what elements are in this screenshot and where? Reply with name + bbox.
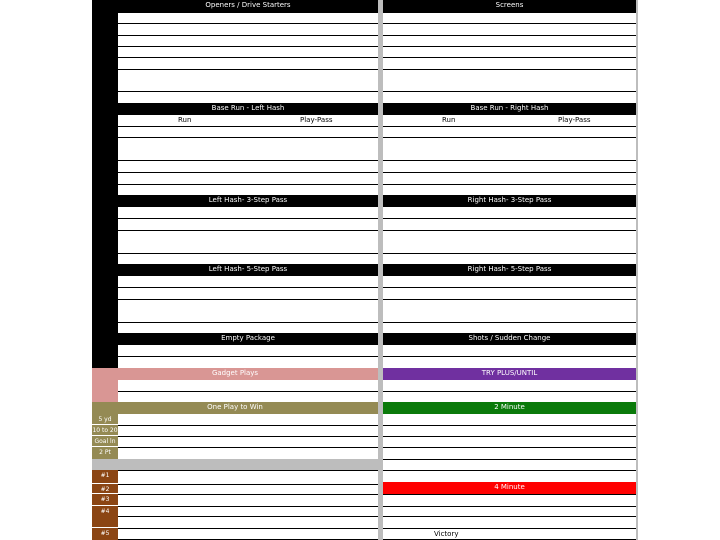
left-row-line[interactable] — [118, 230, 378, 231]
right-row-line[interactable] — [383, 528, 636, 529]
right-row-line[interactable] — [383, 516, 636, 517]
right-edge-divider — [636, 0, 638, 540]
right-play-pass-label: Play-Pass — [558, 116, 591, 124]
three-step-right-header: Right Hash- 3-Step Pass — [383, 195, 636, 207]
left-gray-separator — [92, 459, 378, 470]
right-row-line[interactable] — [383, 425, 636, 426]
left-play-pass-label: Play-Pass — [300, 116, 333, 124]
left-row-line[interactable] — [118, 69, 378, 70]
right-row-line[interactable] — [383, 459, 636, 460]
two-minute-header: 2 Minute — [383, 402, 636, 414]
left-row-line[interactable] — [118, 253, 378, 254]
screens-header: Screens — [383, 0, 636, 12]
left-row-line[interactable] — [118, 494, 378, 495]
distance-label-goal-line: Goal ln — [92, 436, 118, 447]
right-row-line[interactable] — [383, 322, 636, 323]
right-run-label: Run — [442, 116, 456, 124]
distance-label-10-20: 10 to 20 — [92, 427, 118, 434]
left-row-line[interactable] — [118, 172, 378, 173]
right-row-line[interactable] — [383, 299, 636, 300]
gadget-plays-header: Gadget Plays — [92, 368, 378, 380]
left-row-line[interactable] — [118, 356, 378, 357]
left-row-line[interactable] — [118, 447, 378, 448]
left-row-line[interactable] — [118, 516, 378, 517]
empty-package-header: Empty Package — [118, 333, 378, 345]
left-row-line[interactable] — [118, 391, 378, 392]
left-row-line[interactable] — [118, 137, 378, 138]
left-row-line[interactable] — [118, 46, 378, 47]
left-row-line[interactable] — [118, 528, 378, 529]
left-row-line[interactable] — [118, 57, 378, 58]
left-row-line[interactable] — [118, 160, 378, 161]
left-row-line[interactable] — [118, 91, 378, 92]
left-row-line[interactable] — [118, 299, 378, 300]
left-run-label: Run — [178, 116, 192, 124]
right-row-line[interactable] — [383, 218, 636, 219]
right-row-line[interactable] — [383, 253, 636, 254]
left-row-line[interactable] — [118, 436, 378, 437]
left-row-line[interactable] — [118, 35, 378, 36]
left-row-line[interactable] — [118, 322, 378, 323]
distance-label-2pt: 2 Pt — [92, 447, 118, 459]
left-row-line[interactable] — [118, 506, 378, 507]
right-row-line[interactable] — [383, 23, 636, 24]
right-row-line[interactable] — [383, 35, 636, 36]
base-run-left-header: Base Run - Left Hash — [118, 103, 378, 115]
distance-label-5yd: 5 yd — [92, 414, 118, 425]
four-minute-header: 4 Minute — [383, 482, 636, 494]
right-row-line[interactable] — [383, 470, 636, 471]
right-row-line[interactable] — [383, 160, 636, 161]
victory-label: Victory — [434, 530, 459, 538]
right-row-line[interactable] — [383, 494, 636, 495]
right-row-line[interactable] — [383, 447, 636, 448]
right-row-line[interactable] — [383, 506, 636, 507]
lower-label-2: #2 — [92, 484, 118, 494]
left-row-line[interactable] — [118, 470, 378, 471]
lower-label-5: #5 — [92, 528, 118, 540]
two-point-header: TRY PLUS/UNTIL — [383, 368, 636, 380]
left-row-line[interactable] — [118, 12, 378, 13]
three-step-left-header: Left Hash- 3-Step Pass — [118, 195, 378, 207]
right-row-line[interactable] — [383, 356, 636, 357]
right-row-line[interactable] — [383, 69, 636, 70]
left-row-line[interactable] — [118, 126, 378, 127]
right-row-line[interactable] — [383, 57, 636, 58]
right-row-line[interactable] — [383, 126, 636, 127]
right-row-line[interactable] — [383, 12, 636, 13]
right-row-line[interactable] — [383, 230, 636, 231]
right-row-line[interactable] — [383, 287, 636, 288]
lower-label-4: #4 — [92, 506, 118, 528]
left-row-line[interactable] — [118, 287, 378, 288]
left-row-line[interactable] — [118, 23, 378, 24]
gadget-label-cell — [92, 380, 118, 402]
shots-sudden-change-header: Shots / Sudden Change — [383, 333, 636, 345]
left-black-column — [92, 0, 118, 368]
left-row-line[interactable] — [118, 184, 378, 185]
left-row-line[interactable] — [118, 484, 378, 485]
base-run-right-header: Base Run - Right Hash — [383, 103, 636, 115]
one-play-to-win-header: One Play to Win — [92, 402, 378, 414]
right-row-line[interactable] — [383, 184, 636, 185]
right-row-line[interactable] — [383, 137, 636, 138]
five-step-right-header: Right Hash- 5-Step Pass — [383, 264, 636, 276]
right-row-line[interactable] — [383, 172, 636, 173]
right-row-line[interactable] — [383, 436, 636, 437]
lower-label-3: #3 — [92, 494, 118, 506]
lower-label-1: #1 — [92, 470, 118, 484]
left-row-line[interactable] — [118, 218, 378, 219]
left-row-line[interactable] — [118, 425, 378, 426]
right-row-line[interactable] — [383, 91, 636, 92]
right-row-line[interactable] — [383, 391, 636, 392]
five-step-left-header: Left Hash- 5-Step Pass — [118, 264, 378, 276]
openers-header: Openers / Drive Starters — [118, 0, 378, 12]
right-row-line[interactable] — [383, 46, 636, 47]
